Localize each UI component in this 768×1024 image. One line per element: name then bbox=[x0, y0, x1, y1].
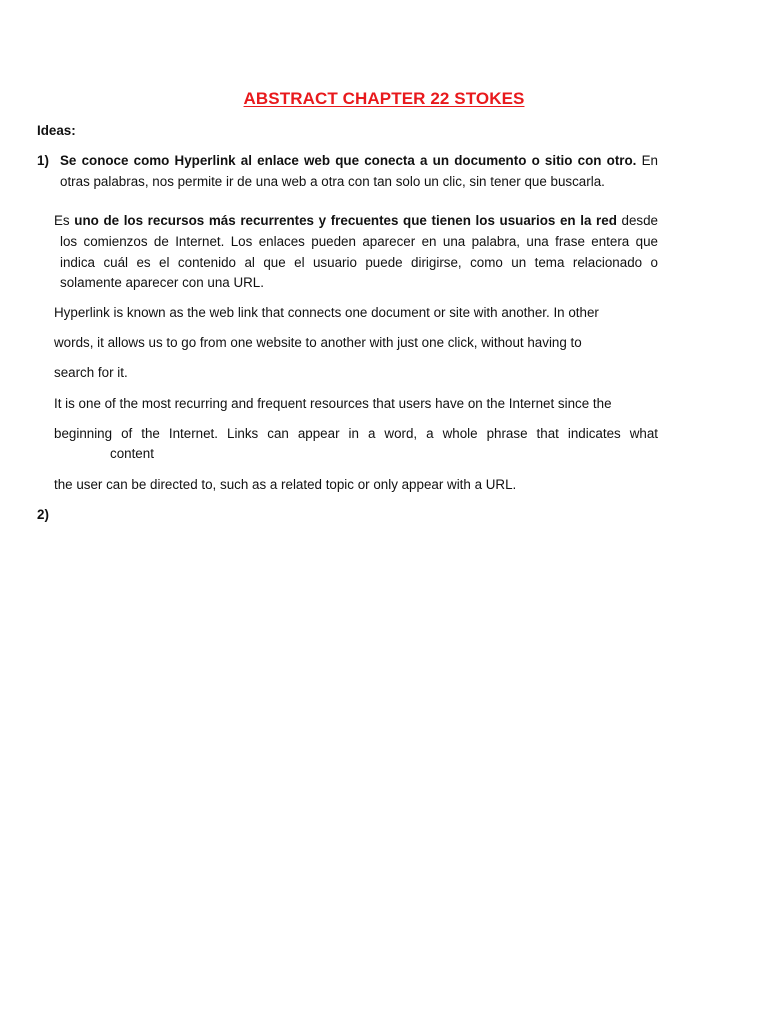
spanish-bold-text: uno de los recursos más recurrentes y frecuentes que tienen los usuarios en la red bbox=[74, 213, 617, 228]
spanish-suffix: desde bbox=[621, 213, 658, 228]
english-line-2: words, it allows us to go from one website to another with just one click, without having to bbox=[54, 335, 582, 350]
english-line-7: the user can be directed to, such as a related topic or only appear with a URL. bbox=[54, 477, 517, 492]
english-line-3: search for it. bbox=[54, 365, 128, 380]
english-line-5: beginning of the Internet. Links can appear in a word, a whole phrase that indicates what bbox=[54, 426, 658, 441]
english-line-6: content bbox=[110, 446, 154, 461]
document-title: ABSTRACT CHAPTER 22 STOKES bbox=[243, 89, 525, 108]
spanish-paragraph-line-4: solamente aparecer con una URL. bbox=[60, 275, 264, 290]
item-1-normal-text: En bbox=[641, 153, 658, 168]
english-line-4: It is one of the most recurring and frequent resources that users have on the Internet since the bbox=[54, 396, 612, 411]
item-1-line-2: otras palabras, nos permite ir de una web a otra con tan solo un clic, sin tener que buscarla. bbox=[60, 174, 605, 189]
item-1-line-1 bbox=[60, 153, 658, 168]
english-line-1: Hyperlink is known as the web link that connects one document or site with another. In other bbox=[54, 305, 599, 320]
spanish-prefix: Es bbox=[54, 213, 70, 228]
item-1-bold-text: Se conoce como Hyperlink al enlace web que conecta a un documento o sitio con otro. bbox=[60, 153, 637, 168]
ideas-label: Ideas: bbox=[37, 123, 76, 138]
spanish-paragraph-line-2: los comienzos de Internet. Los enlaces pueden aparecer en una palabra, una frase entera que bbox=[60, 234, 658, 249]
item-2-number: 2) bbox=[37, 507, 49, 522]
spanish-paragraph-line-1 bbox=[54, 213, 658, 228]
spanish-paragraph-line-3: indica cuál es el contenido al que el usuario puede dirigirse, como un tema relacionado o bbox=[60, 255, 658, 270]
item-1-number: 1) bbox=[37, 153, 49, 168]
